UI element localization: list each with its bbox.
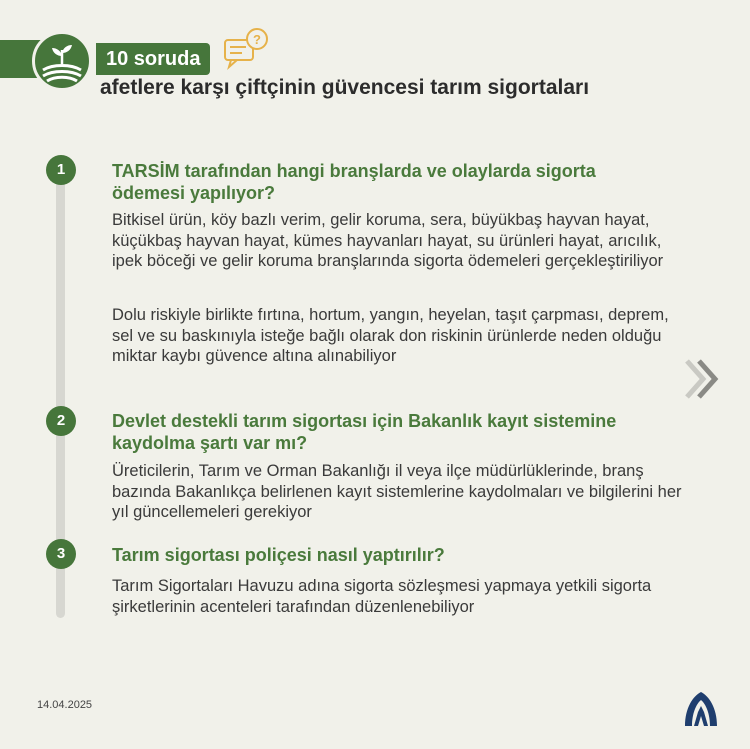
page-title: afetlere karşı çiftçinin güvencesi tarım sigortaları (100, 76, 590, 99)
answer-1b: Dolu riskiyle birlikte fırtına, hortum, yangın, heyelan, taşıt çarpması, deprem, sel ve su baskınıyla isteğe bağlı olarak don riskinin ürünlerde neden olduğu miktar kaybı güvence altına alınabiliyor (112, 306, 669, 365)
aa-logo (681, 688, 721, 733)
answer-1a: Bitkisel ürün, köy bazlı verim, gelir koruma, sera, büyükbaş hayvan hayat, küçükbaş hayvan hayat, kümes hayvanları hayat, su ürünleri hayat, arıcılık, ipek böceği ve gelir koruma branşlarında sigorta ödemeleri gerçekleştiriliyor (112, 211, 664, 270)
chevron-right-icon[interactable] (684, 358, 720, 405)
step-number-2: 2 (46, 406, 76, 436)
step-number-1: 1 (46, 155, 76, 185)
answer-2: Üreticilerin, Tarım ve Orman Bakanlığı il veya ilçe müdürlüklerinde, branş bazında Bakanlıkça belirlenen kayıt sistemlerine kaydolmaları ve bilgilerini her yıl güncellemeleri gerekiyor (112, 462, 682, 521)
question-1: TARSİM tarafından hangi branşlarda ve olaylarda sigorta ödemesi yapılıyor? (112, 161, 596, 203)
sprout-field-icon (32, 31, 92, 91)
svg-text:?: ? (253, 32, 261, 47)
chat-bubble-question-icon (222, 26, 270, 77)
step-number-3: 3 (46, 539, 76, 569)
publish-date: 14.04.2025 (37, 699, 93, 711)
answer-3: Tarım Sigortaları Havuzu adına sigorta sözleşmesi yapmaya yetkili sigorta şirketlerinin acenteleri tarafından düzenlenebiliyor (112, 577, 652, 616)
header-badge: 10 soruda (96, 43, 210, 75)
question-3: Tarım sigortası poliçesi nasıl yaptırılır? (112, 545, 445, 565)
question-2: Devlet destekli tarım sigortası için Bakanlık kayıt sistemine kaydolma şartı var mı? (112, 411, 617, 453)
